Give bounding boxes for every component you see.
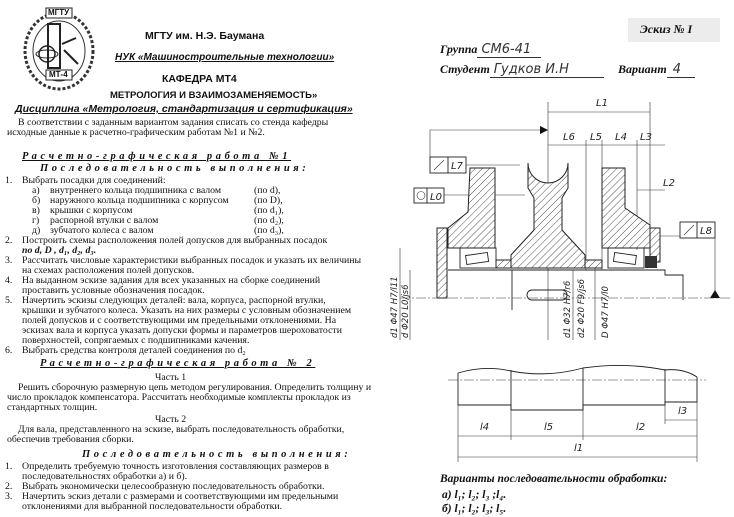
datum-triangle <box>540 126 548 134</box>
label-L5: L5 <box>590 132 602 143</box>
label-l2: l2 <box>636 422 646 433</box>
fit-d1-housing: d1 Φ47 H7/l11 <box>390 276 400 338</box>
student-label: Студент <box>440 62 490 76</box>
part1-line-3: стандартных толщин. <box>7 402 98 413</box>
item-text: Начертить эскизы следующих деталей: вала, корпуса, распорной втулки, <box>22 295 326 306</box>
item-text: Начертить эскиз детали с размерами и соответствующими им предельными <box>22 491 339 502</box>
fit-d: d Φ20 L0/js6 <box>401 284 411 338</box>
sub-letter: г) <box>32 215 40 226</box>
variant-b: б) l₁; l₂; l₃; l₅. <box>442 503 507 515</box>
sub-ref: (по d₁), <box>254 205 284 216</box>
item-text: на схемах расположения полей допусков. <box>22 265 195 276</box>
sub-text: зубчатого колеса с валом <box>50 225 154 236</box>
student-value: Гудков И.Н <box>490 62 604 78</box>
item-number: 1. <box>5 461 13 472</box>
label-l4: l4 <box>480 422 490 433</box>
label-L8: L8 <box>700 226 712 237</box>
sub-letter: а) <box>32 185 40 196</box>
sub-text: наружного кольца подшипника с корпусом <box>50 195 229 206</box>
item-text: На выданном эскизе задания для всех указанных на сборке соединений <box>22 275 321 286</box>
variant-a: а) l₁; l₂; l₃ ;l₄. <box>442 489 507 501</box>
item-text: Выбрать средства контроля деталей соединения по d₂ <box>22 345 246 356</box>
fit-d2: d2 Φ20 F9/js6 <box>577 278 587 338</box>
variants-title: Варианты последовательности обработки: <box>440 473 668 485</box>
label-L7: L7 <box>451 161 463 172</box>
label-L2: L2 <box>663 178 675 189</box>
label-l1: l1 <box>574 443 584 454</box>
sub-text: крышки с корпусом <box>50 205 133 216</box>
fit-d1-gear: d1 Φ32 H7/r6 <box>563 280 573 338</box>
label-L3: L3 <box>640 132 652 143</box>
item-text: крышки и зубчатого колеса. Указать на них размеры с условным обозначением <box>22 305 352 316</box>
bearing-right <box>608 248 644 268</box>
part2-line-2: обеспечив требования сборки. <box>7 434 134 445</box>
spacer-right <box>585 260 602 268</box>
sub-text: внутреннего кольца подшипника с валом <box>50 185 222 196</box>
label-l5: l5 <box>544 422 554 433</box>
rgr1-title: Расчетно-графическая работа №1 <box>22 151 292 162</box>
item-number: 2. <box>5 235 13 246</box>
label-L6: L6 <box>563 132 575 143</box>
intro-line-2: исходные данные к расчетно-графическим работам №1 и №2. <box>7 127 265 138</box>
item-text: эскизах вала и корпуса указать допуски формы и параметров шероховатости <box>22 325 342 336</box>
fit-D: D Φ47 H7/l0 <box>601 286 611 338</box>
logo-text-top: МГТУ <box>48 8 70 17</box>
group-label: Группа <box>440 42 478 56</box>
bearing-left <box>460 248 496 268</box>
part1-line-2: число прокладок компенсатора. Рассчитать необходимые комплекты прокладок из <box>7 392 351 403</box>
shaft-outline <box>458 373 697 410</box>
label-L4: L4 <box>615 132 627 143</box>
item-text: отклонениями для выбранной последовательности обработки. <box>22 501 283 512</box>
sub-letter: б) <box>32 195 41 206</box>
sub-ref: (по D), <box>254 195 283 206</box>
sub-letter: д) <box>32 225 41 236</box>
item-number: 3. <box>5 255 13 266</box>
part2-line-1: Для вала, представленного на эскизе, выбрать последовательность обработки, <box>18 424 345 435</box>
department-title: КАФЕДРА МТ4 <box>162 73 237 85</box>
item-text: Выбрать экономически целесообразную последовательность обработки. <box>22 481 325 492</box>
item-text: проставить условные обозначения посадок. <box>22 285 205 296</box>
item-number: 4. <box>5 275 13 286</box>
item-text: Определить требуемую точность изготовления составляющих размеров в <box>22 461 329 472</box>
rgr2-title: Расчетно-графическая работа № 2 <box>40 358 316 369</box>
spacer-left <box>496 260 511 268</box>
nuk-name: НУК «Машиностроительные технологии» <box>115 52 335 63</box>
item-text: последовательностях обработки а) и б). <box>22 471 188 482</box>
university-name: МГТУ им. Н.Э. Баумана <box>145 30 265 42</box>
item-text: по d, D , d₁, d₂, d₃. <box>22 245 97 256</box>
item-text: поверхностей, сопрягаемых с подшипниками качения. <box>22 335 250 346</box>
item-number: 1. <box>5 175 13 186</box>
part1-line-1: Решить сборочную размерную цепь методом регулирования. Определить толщину и <box>18 382 372 393</box>
housing-left <box>448 168 495 248</box>
housing-right <box>602 168 650 248</box>
item-text: Рассчитать числовые характеристики выбранных посадок и указать их величины <box>22 255 362 266</box>
label-l3: l3 <box>678 406 688 417</box>
seal <box>645 256 657 268</box>
sub-text: распорной втулки с валом <box>50 215 159 226</box>
intro-line-1: В соответствии с заданным вариантом задания списать со стенда кафедры <box>18 117 329 128</box>
item-number: 3. <box>5 491 13 502</box>
discipline-title: Дисциплина «Метрология, стандартизация и сертификация» <box>15 103 353 115</box>
variant-label: Вариант <box>618 62 667 76</box>
sub-ref: (по d), <box>254 185 281 196</box>
item-number: 6. <box>5 345 13 356</box>
assembly-drawing <box>390 98 730 340</box>
rgr2-subtitle: Последовательность выполнения: <box>82 449 352 460</box>
label-L0: L0 <box>430 192 442 203</box>
item-text: полей допусков и с соответствующими им предельными отклонениями. На <box>22 315 337 326</box>
label-L1: L1 <box>596 98 608 109</box>
logo-text-bottom: МТ-4 <box>49 70 68 79</box>
part1-title: Часть 1 <box>155 372 187 383</box>
shaft-drawing <box>448 365 706 462</box>
part2-title: Часть 2 <box>155 414 187 425</box>
sketch-title: Эскиз № I <box>640 22 693 36</box>
rgr1-subtitle: Последовательность выполнения: <box>40 163 310 174</box>
item-number: 5. <box>5 295 13 306</box>
cover-left <box>437 228 447 298</box>
sub-letter: в) <box>32 205 40 216</box>
sub-ref: (по d₂), <box>254 215 284 226</box>
sub-ref: (по d₃), <box>254 225 284 236</box>
item-number: 2. <box>5 481 13 492</box>
group-value: СМ6-41 <box>477 42 541 58</box>
item-text: Построить схемы расположения полей допусков для выбранных посадок <box>22 235 328 246</box>
variant-value: 4 <box>667 62 695 78</box>
department-name: МЕТРОЛОГИЯ И ВЗАИМОЗАМЕНЯЕМОСТЬ» <box>110 90 318 101</box>
item-text: Выбрать посадки для соединений: <box>22 175 166 186</box>
